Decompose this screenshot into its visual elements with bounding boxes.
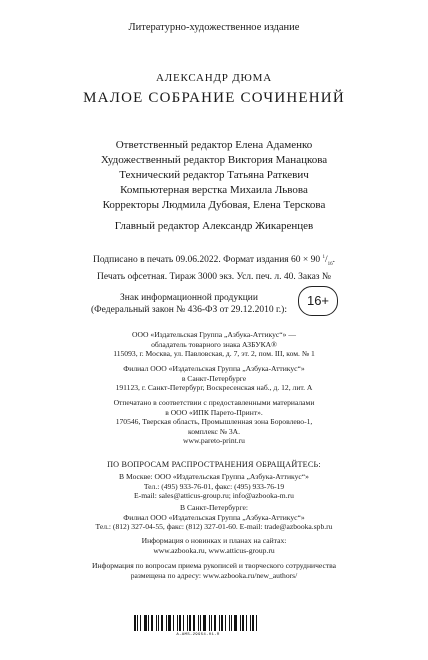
credit-line: Ответственный редактор Елена Адаменко: [115, 139, 313, 151]
info-sign-text: Знак информационной продукции (Федеральный закон № 436-ФЗ от 29.12.2010 г.):: [91, 293, 287, 315]
distribution-moscow: В Москве: ООО «Издательская Группа „Азбука-Аттикус“» Тел.: (495) 933-76-01, факс: (495) 933-76-19 E-mail: sales@atticus-group.ru; info@azbooka-m.ru: [119, 472, 309, 501]
credits-block: [0, 138, 428, 213]
barcode: [134, 615, 262, 631]
barcode-number: A-AMS-29954-01-R: [176, 633, 220, 637]
manuscripts-block: Информация по вопросам приема рукописей и творческого сотрудничества размещена по адресу: www.azbooka.ru/new_authors/: [92, 561, 336, 580]
author-name: АЛЕКСАНДР ДЮМА: [156, 72, 272, 84]
barcode-bar: [148, 615, 149, 631]
barcode-bar: [156, 615, 157, 631]
chief-editor: Главный редактор Александр Жикаренцев: [114, 220, 314, 232]
barcode-bar: [151, 615, 153, 631]
barcode-bar: [203, 615, 206, 631]
barcode-bar: [252, 615, 254, 631]
branch-block: Филиал ООО «Издательская Группа „Азбука-Аттикус“» в Санкт-Петербурге 191123, г. Санкт-Петербург, Воскресенская наб., д. 12, лит. А: [115, 364, 313, 393]
barcode-bar: [177, 615, 178, 631]
barcode-bar: [189, 615, 191, 631]
barcode-bar: [246, 615, 247, 631]
barcode-bar: [166, 615, 167, 631]
barcode-bar: [158, 615, 159, 631]
distribution-heading: ПО ВОПРОСАМ РАСПРОСТРАНЕНИЯ ОБРАЩАЙТЕСЬ:: [107, 460, 321, 469]
barcode-bar: [137, 615, 138, 631]
print-info-line2: Печать офсетная. Тираж 3000 экз. Усл. печ. л. 40. Заказ №: [97, 272, 331, 283]
barcode-bar: [144, 615, 147, 631]
barcode-bar: [200, 615, 201, 631]
credit-line: Художественный редактор Виктория Манацкова: [100, 154, 328, 166]
news-block: Информация о новинках и планах на сайтах: www.azbooka.ru, www.atticus-group.ru: [141, 536, 287, 555]
series-title: МАЛОЕ СОБРАНИЕ СОЧИНЕНИЙ: [83, 90, 345, 106]
barcode-bar: [134, 615, 136, 631]
credit-line: Компьютерная верстка Михаила Львова: [120, 184, 308, 196]
barcode-bar: [187, 615, 188, 631]
barcode-bar: [140, 615, 141, 631]
barcode-bar: [168, 615, 171, 631]
printer-block: Отпечатано в соответствии с предоставленными материалами в ООО «ИПК Парето-Принт». 170546, Тверская область, Промышленная зона Боровлево-1, комплекс № 3А. www.pareto-print.ru: [113, 398, 315, 446]
credit-line: Корректоры Людмила Дубовая, Елена Терскова: [102, 199, 326, 211]
barcode-bar: [225, 615, 226, 631]
barcode-bar: [198, 615, 199, 631]
barcode-bar: [161, 615, 163, 631]
age-rating-badge: 16+: [298, 286, 338, 316]
barcode-bar: [240, 615, 241, 631]
barcode-bar: [229, 615, 230, 631]
barcode-bar: [173, 615, 174, 631]
barcode-bar: [256, 615, 257, 631]
barcode-bar: [242, 615, 244, 631]
genre-line: Литературно-художественное издание: [128, 22, 300, 33]
barcode-bar: [231, 615, 232, 631]
print-info: [0, 252, 428, 283]
barcode-bar: [219, 615, 220, 631]
barcode-bar: [183, 615, 184, 631]
publisher-block: ООО «Издательская Группа „Азбука-Аттикус“» — обладатель товарного знака АЗБУКА® 115093, г. Москва, ул. Павловская, д. 7, эт. 2, пом. III, ком. № 1: [113, 330, 315, 359]
barcode-bar: [221, 615, 223, 631]
print-info-line1: Подписано в печать 09.06.2022. Формат издания 60 × 90 $^1/_{16}$.: [92, 255, 336, 268]
barcode-bar: [209, 615, 210, 631]
barcode-bar: [179, 615, 181, 631]
barcode-bar: [214, 615, 216, 631]
barcode-bar: [234, 615, 237, 631]
credit-line: Технический редактор Татьяна Раткевич: [119, 169, 309, 181]
barcode-bar: [193, 615, 195, 631]
distribution-spb: В Санкт-Петербурге: Филиал ООО «Издательская Группа „Азбука-Аттикус“» Тел.: (812) 327-04-55, факс: (812) 327-01-60. E-mail: trade@azbooka.spb.ru: [95, 503, 333, 532]
barcode-bar: [250, 615, 251, 631]
barcode-bar: [211, 615, 212, 631]
